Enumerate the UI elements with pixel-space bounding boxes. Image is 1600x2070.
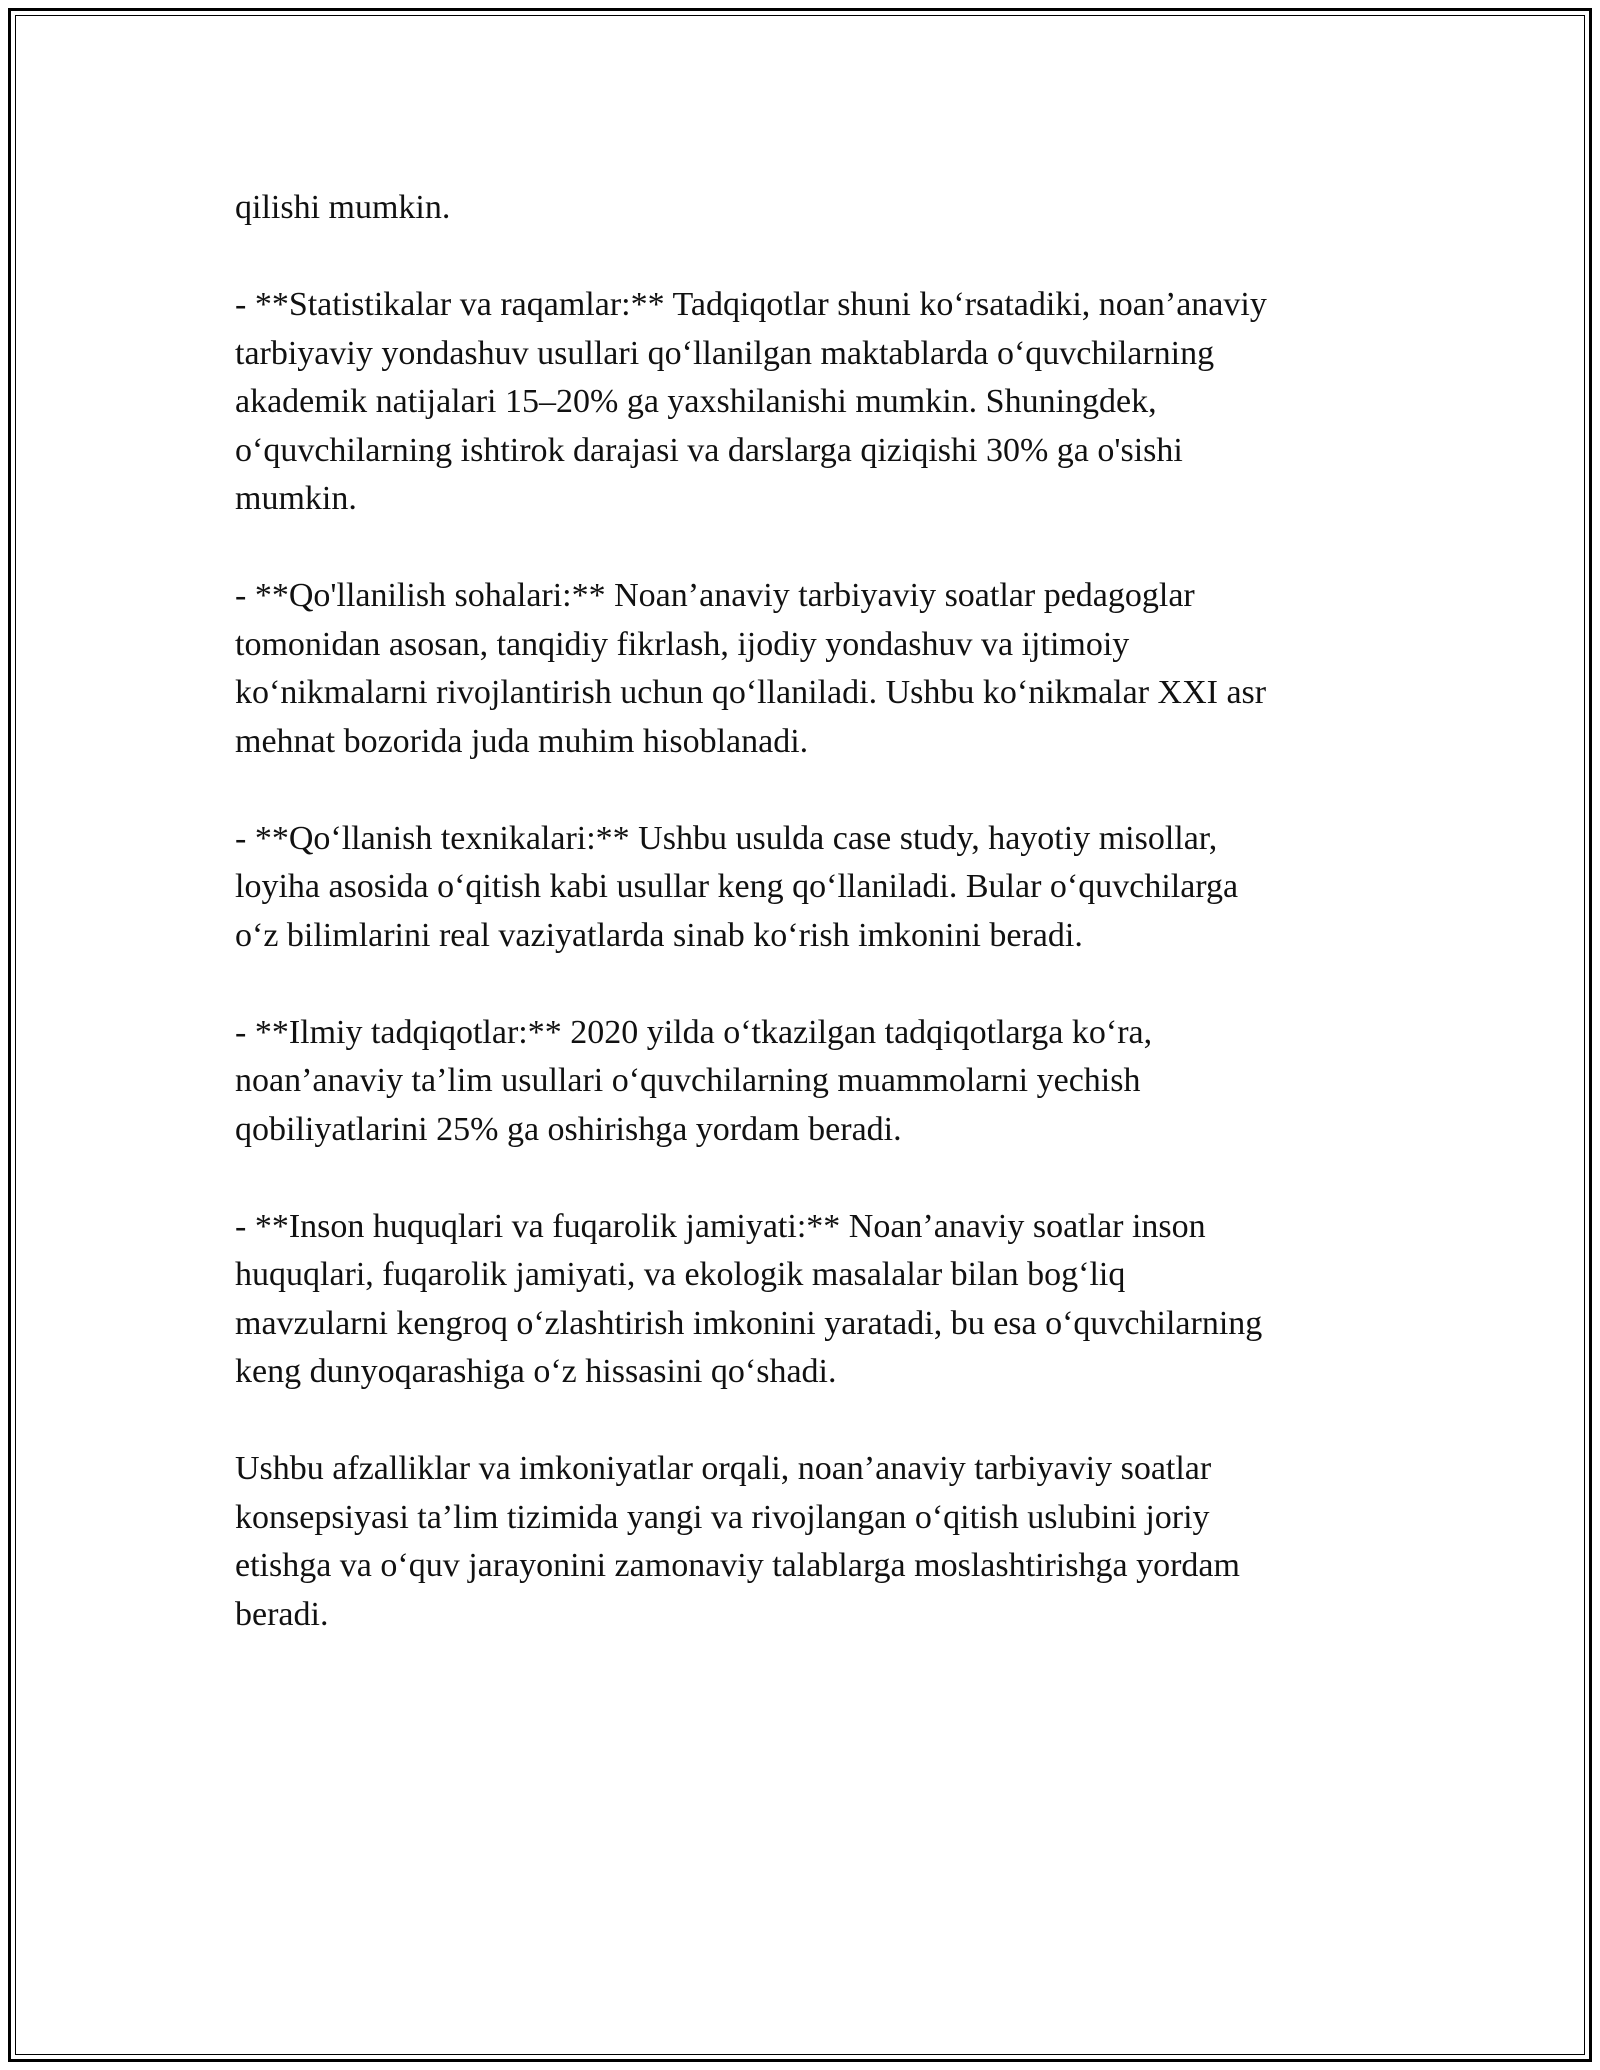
paragraph-research: - **Ilmiy tadqiqotlar:** 2020 yilda o‘tkazilgan tadqiqotlarga ko‘ra, noan’anaviy ta’lim usullari o‘quvchilarning muammolarni yechish qobiliyatlarini 25% ga oshirishga yordam beradi. [235, 1013, 1153, 1148]
paragraph-continuation: qilishi mumkin. [235, 189, 451, 226]
paragraph-application-areas: - **Qo'llanilish sohalari:** Noan’anaviy tarbiyaviy soatlar pedagoglar tomonidan asosan, tanqidiy fikrlash, ijodiy yondashuv va ijtimoiy ko‘nikmalarni rivojlantirish uchun qo‘llaniladi. Ushbu ko‘nikmalar XXI asr mehnat bozorida juda muhim hisoblanadi. [235, 577, 1267, 760]
document-body [235, 184, 1365, 1639]
paragraph-statistics: - **Statistikalar va raqamlar:** Tadqiqotlar shuni ko‘rsatadiki, noan’anaviy tarbiyaviy yondashuv usullari qo‘llanilgan maktablarda o‘quvchilarning akademik natijalari 15–20% ga yaxshilanishi mumkin. Shuningdek, o‘quvchilarning ishtirok darajasi va darslarga qiziqishi 30% ga o'sishi mumkin. [235, 286, 1267, 517]
paragraph-human-rights: - **Inson huquqlari va fuqarolik jamiyati:** Noan’anaviy soatlar inson huquqlari, fuqarolik jamiyati, va ekologik masalalar bilan bog‘liq mavzularni kengroq o‘zlashtirish imkonini yaratadi, bu esa o‘quvchilarning keng dunyoqarashiga o‘z hissasini qo‘shadi. [235, 1207, 1263, 1390]
paragraph-conclusion: Ushbu afzalliklar va imkoniyatlar orqali, noan’anaviy tarbiyaviy soatlar konsepsiyasi ta’lim tizimida yangi va rivojlangan o‘qitish uslubini joriy etishga va o‘quv jarayonini zamonaviy talablarga moslashtirishga yordam beradi. [235, 1450, 1240, 1633]
paragraph-techniques: - **Qo‘llanish texnikalari:** Ushbu usulda case study, hayotiy misollar, loyiha asosida o‘qitish kabi usullar keng qo‘llaniladi. Bular o‘quvchilarga o‘z bilimlarini real vaziyatlarda sinab ko‘rish imkonini beradi. [235, 819, 1239, 954]
